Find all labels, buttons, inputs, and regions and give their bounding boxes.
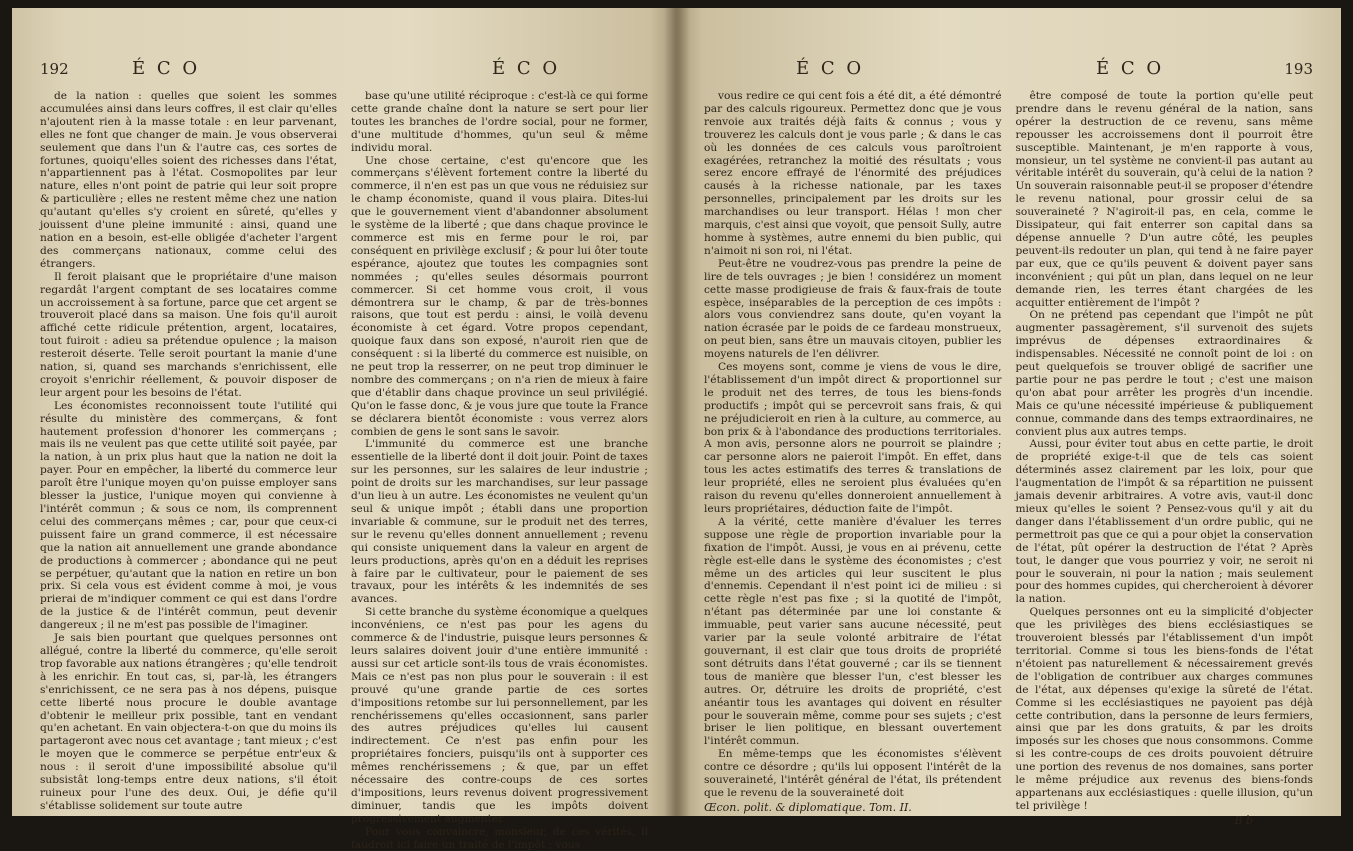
left-page (12, 8, 676, 851)
paragraph: En même-temps que les économistes s'élèvent contre ce désordre ; qu'ils lui opposent l'intérêt de la souveraineté, l'intérêt général de l'état, ils prétendent que le revenu de la souveraineté doit (704, 748, 1002, 799)
right-page (676, 8, 1341, 827)
paragraphs (704, 90, 1002, 800)
paragraph: L'immunité du commerce est une branche essentielle de la liberté dont il doit jouir. Point de taxes sur les personnes, sur les salaires de leur industrie ; point de droits sur les marchandises, sur leur passage d'un lieu à un autre. Les économistes ne veulent qu'un seul & unique impôt ; établi dans une proportion invariable & commune, sur le produit net des terres, sur le revenu qu'elles donnent annuellement ; revenu qui consiste uniquement dans la valeur en argent de leurs productions, après qu'on en a déduit les reprises à faire par le cultivateur, pour le paiement de ses travaux, pour les intérêts & les indemnités de ses avances. (351, 438, 648, 606)
paragraph: Il feroit plaisant que le propriétaire d'une maison regardât l'argent comptant de ses locataires comme un accroissement à sa fortune, parce que cet argent se trouveroit placé dans sa maison. Une fois qu'il auroit affiché cette ridicule prétention, argent, locataires, tout fuiroit : adieu sa prétendue opulence ; la maison resteroit déserte. Telle seroit pourtant la manie d'une nation, si, quand ses marchands s'enrichissent, elle croyoit s'enrichir réellement, & pouvoir disposer de leur argent pour les besoins de l'état. (40, 270, 337, 399)
paragraph: de la nation : quelles que soient les sommes accumulées ainsi dans leurs coffres, il est clair qu'elles n'ajoutent rien à la masse totale : en leur parvenant, elles ne font que changer de main. Je vous observerai seulement que dans l'un & l'autre cas, ces sortes de fortunes, quoiqu'elles soient des richesses dans l'état, n'appartiennent pas à l'état. Cosmopolites par leur nature, elles n'ont point de patrie qui leur soit propre & particulière ; elles ne restent même chez une nation qu'autant qu'elles s'y croient en sûreté, qu'elles y jouissent d'une pleine immunité : ainsi, quand une nation en a besoin, est-elle obligée d'acheter l'argent des commerçans nationaux, comme celui des étrangers. (40, 90, 337, 270)
running-head: É C O (796, 58, 865, 79)
paragraph: Les économistes reconnoissent toute l'utilité qui résulte du ministère des commerçans, & font hautement profession d'honorer les commerçans ; mais ils ne veulent pas que cette utilité soit payée, par la nation, à un prix plus haut que la nation ne doit la payer. Pour en empêcher, la liberté du commerce leur paroît être l'unique moyen qu'on puisse employer sans blesser la justice, l'unique moyen qui convienne à l'intérêt commun ; & sous ce nom, ils comprennent celui des commerçans mêmes ; car, pour que ceux-ci puissent faire un grand commerce, il est nécessaire que la nation ait annuellement une grande abondance de productions à commercer ; abondance qui ne peut se perpétuer, qu'autant que la nation en retire un bon prix. Si cela vous est évident comme à moi, je vous prierai de m'indiquer comment ce qui est dans l'ordre de la justice & de l'intérêt commun, peut devenir dangereux ; il ne m'est pas possible de l'imaginer. (40, 399, 337, 632)
paragraph: Ces moyens sont, comme je viens de vous le dire, l'établissement d'un impôt direct & proportionnel sur le produit net des terres, de tous les biens-fonds productifs ; impôt qui se percevroit sans frais, & qui ne préjudicieroit en rien à la culture, au commerce, au bon prix & à l'abondance des productions territoriales. A mon avis, personne alors ne pourroit se plaindre ; car personne alors ne paieroit l'impôt. En effet, dans tous les actes estimatifs des terres & translations de leur propriété, elles ne seroient plus évaluées qu'en raison du revenu qu'elles donneroient annuellement à leurs propriétaires, déduction faite de l'impôt. (704, 361, 1002, 515)
paragraph: Quelques personnes ont eu la simplicité d'objecter que les privilèges des biens ecclésiastiques se trouveroient blessés par l'établissement d'un impôt territorial. Comme si tous les biens-fonds de l'état n'étoient pas naturellement & nécessairement grevés de l'obligation de contribuer aux charges communes de l'état, aux dépenses qu'exige la sûreté de l'état. Comme si les ecclésiastiques ne payoient pas déjà cette contribution, dans la personne de leurs fermiers, ainsi que par les dons gratuits, & par les droits imposés sur les choses que nous consommons. Comme si les contre-coups de ces droits pouvoient détruire une portion des revenus de nos domaines, sans porter le même préjudice aux revenus des biens-fonds appartenans aux ecclésiastiques : quelle illusion, qu'un tel privilège ! (1015, 606, 1313, 812)
text-column (704, 90, 1002, 814)
text-columns (704, 90, 1313, 827)
running-head: É C O (132, 58, 201, 79)
paragraph: Je sais bien pourtant que quelques personnes ont allégué, contre la liberté du commerce, qu'elle seroit trop favorable aux nations étrangères ; qu'elle tendroit à les enrichir. En tout cas, si, par-là, les étrangers s'enrichissent, ce ne sera pas à nos dépens, puisque cette liberté nous procure le double avantage d'obtenir le meilleur prix possible, tant en vendant qu'en achetant. En vain objectera-t-on que du moins ils partageront avec nous cet avantage ; tant mieux ; c'est le moyen que le commerce se perpétue entr'eux & nous : il seroit d'une impossibilité absolue qu'il subsistât long-temps entre deux nations, s'il étoit ruineux pour l'une des deux. Oui, je défie qu'il s'établisse solidement sur toute autre (40, 632, 337, 812)
text-columns (40, 90, 648, 851)
signature-line (704, 802, 1002, 815)
running-head: É C O (492, 58, 561, 79)
paragraph: base qu'une utilité réciproque : c'est-là ce qui forme cette grande chaîne dont la nature se sert pour lier toutes les branches de l'ordre social, pour ne former, d'une multitude d'hommes, qu'un seul & même individu moral. (351, 90, 648, 154)
paragraph: On ne prétend pas cependant que l'impôt ne pût augmenter passagèrement, s'il survenoit des sujets imprévus de dépenses extraordinaires & indispensables. Nécessité ne connoît point de loi : on peut quelquefois se trouver obligé de sacrifier une partie pour ne pas perdre le tout ; c'est une maison qu'on abat pour arrêter les progrès d'un incendie. Mais ce qu'une nécessité impérieuse & publiquement connue, commande dans des temps extraordinaires, ne convient plus aux autres temps. (1015, 309, 1313, 438)
paragraph: Si cette branche du système économique a quelques inconvéniens, ce n'est pas pour les agens du commerce & de l'industrie, puisque leurs personnes & leurs salaires doivent jouir d'une entière immunité : aussi sur cet article sont-ils tous de vrais économistes. Mais ce n'est pas non plus pour le souverain : il est prouvé qu'une grande partie de ces sortes d'impositions retombe sur lui personnellement, par les renchérissemens qu'elles occasionnent, sans parler des autres préjudices qu'elles lui causent indirectement. Ce n'est pas enfin pour les propriétaires fonciers, puisqu'ils ont à supporter ces mêmes renchérissemens ; & que, par un effet nécessaire des contre-coups de ces sortes d'impositions, leurs revenus doivent progressivement diminuer, tandis que les impôts doivent progressivement augmenter. (351, 606, 648, 825)
paragraph: être composé de toute la portion qu'elle peut prendre dans le revenu général de la nation, sans opérer la destruction de ce revenu, sans même repousser les accroissemens dont il pourroit être susceptible. Maintenant, je m'en rapporte à vous, monsieur, un tel système ne convient-il pas autant au véritable intérêt du souverain, qu'à celui de la nation ? Un souverain raisonnable peut-il se proposer d'étendre le revenu national, pour grossir celui de sa souveraineté ? N'agiroit-il pas, en cela, comme le Dissipateur, qui fait enterrer son capital dans sa dépense annuelle ? D'un autre côté, les peuples peuvent-ils redouter un plan, qui tend à ne faire payer par eux, que ce qu'ils peuvent & doivent payer sans inconvénient ; qui pût un plan, dans lequel on ne leur demande rien, les terres étant chargées de les acquitter entièrement de l'impôt ? (1015, 90, 1313, 309)
signature-mark: B b (1234, 813, 1253, 827)
signature-line (1016, 815, 1314, 828)
open-book (12, 8, 1341, 851)
signature-mark: Œcon. polit. & diplomatique. Tom. II. (704, 800, 912, 814)
paragraphs (1016, 90, 1314, 813)
page-number: 192 (40, 60, 69, 78)
paragraph: Une chose certaine, c'est qu'encore que les commerçans s'élèvent fortement contre la liberté du commerce, il n'en est pas un que vous ne réduisiez sur le champ économiste, quand il vous plaira. Dites-lui que le gouvernement vient d'abandonner absolument le système de la liberté ; que dans chaque province le commerce est mis en ferme pour le roi, par conséquent en privilège exclusif ; & pour lui ôter toute espérance, ajoutez que toutes les compagnies sont nommées ; qu'elles seules désormais pourront commercer. Si cet homme vous croit, il vous démontrera sur le champ, & par de très-bonnes raisons, que tout est perdu : ainsi, le voilà devenu économiste à cet égard. Votre propos cependant, quoique faux dans son exposé, n'auroit rien que de conséquent : si la liberté du commerce est nuisible, on ne peut trop la resserrer, on ne peut trop diminuer le nombre des commerçans ; on n'a rien de mieux à faire que d'établir dans chaque province un seul privilégié. Qu'on le fasse donc, & je vous jure que toute la France se déclarera bientôt économiste : vous verrez alors combien de gens le sont sans le savoir. (351, 154, 648, 438)
text-column (1015, 90, 1314, 827)
paragraph: Peut-être ne voudrez-vous pas prendre la peine de lire de tels ouvrages ; je bien ! considérez un moment cette masse prodigieuse de frais & faux-frais de toute espèce, inséparables de la perception de ces impôts : alors vous conviendrez sans doute, qu'en voyant la nation écrasée par le poids de ce fardeau monstrueux, on peut bien, sans être un mauvais citoyen, publier les moyens naturels de l'en délivrer. (704, 257, 1002, 361)
paragraph: Aussi, pour éviter tout abus en cette partie, le droit de propriété exige-t-il que de tels cas soient déterminés assez clairement par les loix, pour que l'augmentation de l'impôt & sa répartition ne puissent jamais devenir arbitraires. A votre avis, vaut-il donc mieux qu'elles le soient ? Pensez-vous qu'il y ait du danger dans l'établissement d'un ordre public, qui ne permettroit pas que ce qui a pour objet la conservation de l'état, pût opérer la destruction de l'état ? Après tout, le danger que vous pourriez y voir, ne seroit ni pour le souverain, ni pour la nation ; mais seulement pour des hommes cupides, qui chercheroient à dévorer la nation. (1015, 438, 1313, 606)
text-column (351, 90, 648, 851)
page-number: 193 (1284, 60, 1313, 78)
paragraph: Pour vous convaincre, monsieur, de ces vérités, il faudroit ici faire un traité de l'impôt ; vous (351, 825, 648, 851)
paragraph: A la vérité, cette manière d'évaluer les terres suppose une règle de proportion invariable pour la fixation de l'impôt. Aussi, je vous en ai prévenu, cette règle est-elle dans le système des économistes ; c'est même un des articles qui leur suscitent le plus d'ennemis. Cependant il n'est point ici de milieu : si cette règle n'est pas fixe ; si la quotité de l'impôt, n'étant pas déterminée par une loi constante & immuable, peut varier sans aucune nécessité, peut varier par la seule volonté arbitraire de l'état gouvernant, il est clair que tous droits de propriété sont détruits dans l'état gouverné ; car ils se tiennent tous de manière que blesser l'un, c'est blesser les autres. Or, détruire les droits de propriété, c'est anéantir tous les avantages qui doivent en résulter pour le souverain même, comme pour ses sujets ; c'est briser le lien politique, en blessant ouvertement l'intérêt commun. (704, 515, 1002, 748)
text-column (40, 90, 337, 812)
paragraph: vous redire ce qui cent fois a été dit, a été démontré par des calculs rigoureux. Permettez donc que je vous renvoie aux traités déjà faits & connus ; vous y trouverez les calculs dont je vous parle ; & dans le cas où les données de ces calculs vous paroîtroient exagérées, retranchez la moitié des résultats ; vous serez encore effrayé de l'énormité des préjudices causés à la richesse nationale, par les taxes personnelles, principalement par les droits sur les marchandises ou leur transport. Hélas ! mon cher marquis, c'est ainsi que voyoit, que pensoit Sully, autre homme à systèmes, autre ennemi du bien public, qui n'aimoit ni son roi, ni l'état. (704, 90, 1002, 257)
running-head: É C O (1096, 58, 1165, 79)
